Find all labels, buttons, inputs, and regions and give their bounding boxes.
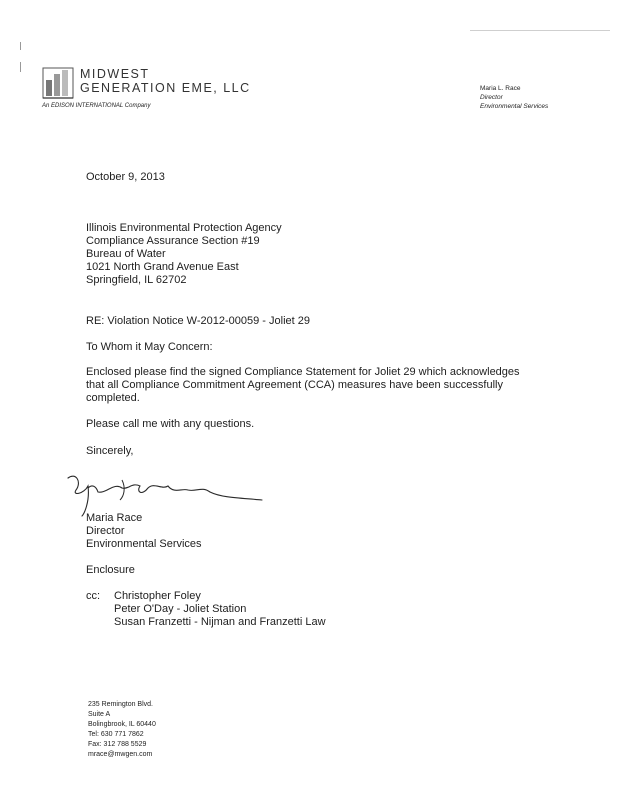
scan-edge-mark [20, 42, 21, 50]
recipient-line: Illinois Environmental Protection Agency [86, 222, 282, 234]
paragraph-line: Enclosed please find the signed Compliance Statement for Joliet 29 which acknowledges [86, 366, 520, 378]
recipient-line: Compliance Assurance Section #19 [86, 235, 260, 247]
cc-recipient: Christopher Foley [114, 590, 201, 602]
re-line: RE: Violation Notice W-2012-00059 - Joliet 29 [86, 315, 310, 327]
paragraph-line: completed. [86, 392, 140, 404]
company-name-line1: MIDWEST [80, 67, 150, 81]
scan-edge-mark [20, 62, 21, 72]
recipient-line: Springfield, IL 62702 [86, 274, 187, 286]
sender-title: Director [480, 94, 503, 101]
letter-date: October 9, 2013 [86, 171, 165, 183]
footer-email: mrace@mwgen.com [88, 751, 153, 758]
sender-name: Maria L. Race [480, 85, 521, 92]
footer-city: Bolingbrook, IL 60440 [88, 721, 156, 728]
closing: Sincerely, [86, 445, 134, 457]
paragraph-line: that all Compliance Commitment Agreement (CCA) measures have been successfully [86, 379, 503, 391]
company-logo-icon [42, 62, 74, 100]
footer-suite: Suite A [88, 711, 111, 718]
cc-recipient: Peter O'Day - Joliet Station [114, 603, 247, 615]
footer-address [88, 700, 156, 760]
footer-street: 235 Remington Blvd. [88, 701, 153, 708]
footer-tel: Tel: 630 771 7862 [88, 731, 144, 738]
handwritten-signature [62, 468, 272, 520]
signer-department: Environmental Services [86, 538, 202, 550]
paragraph-line: Please call me with any questions. [86, 418, 255, 430]
cc-recipient: Susan Franzetti - Nijman and Franzetti Law [114, 616, 326, 628]
scan-edge-mark [470, 30, 610, 31]
footer-fax: Fax: 312 788 5529 [88, 741, 147, 748]
enclosure-note: Enclosure [86, 564, 135, 576]
signer-name: Maria Race [86, 512, 143, 524]
signer-title: Director [86, 525, 125, 537]
sender-department: Environmental Services [480, 103, 549, 110]
salutation: To Whom it May Concern: [86, 341, 213, 353]
recipient-line: Bureau of Water [86, 248, 166, 260]
recipient-line: 1021 North Grand Avenue East [86, 261, 239, 273]
company-name-line2: GENERATION EME, LLC [80, 81, 251, 95]
cc-label: cc: [86, 590, 101, 602]
company-tagline: An EDISON INTERNATIONAL Company [42, 103, 151, 109]
